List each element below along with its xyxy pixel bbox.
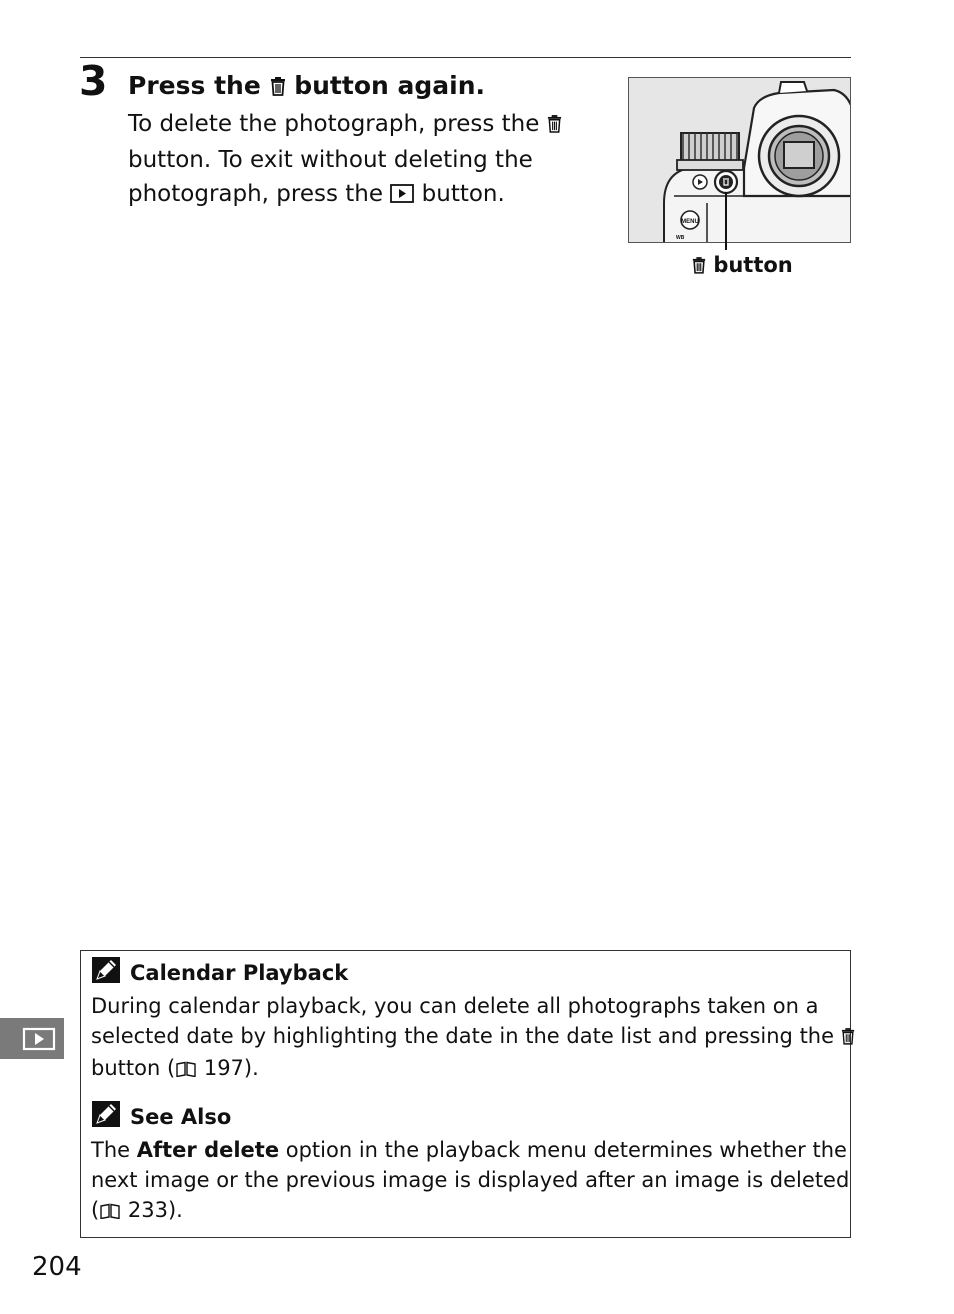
step-body-line-2: button. To exit without deleting the [128,147,533,173]
book-reference-icon [99,1197,121,1227]
playback-tab-icon [0,1018,64,1059]
trash-icon [270,72,286,104]
trash-icon [841,1023,855,1053]
step-heading-prefix: Press the [128,71,261,100]
camera-illustration [628,77,851,243]
step-body-line-1: To delete the photograph, press the [128,107,588,143]
callout-line [725,192,727,250]
camera-menu-label: MENU [681,219,699,225]
step-body-line-3: photograph, press the button. [128,177,588,213]
step-body [128,107,588,213]
book-reference-icon [175,1055,197,1085]
playback-icon [390,179,414,213]
see-also-page-ref[interactable]: 233). [127,1198,183,1222]
step-heading-suffix: button again. [294,71,485,100]
top-rule [80,57,851,58]
callout-label: button [692,252,793,280]
pencil-note-icon [92,1101,120,1131]
step-number: 3 [79,57,108,105]
playback-section-tab [0,1018,64,1059]
pencil-note-icon [92,957,120,987]
trash-icon [692,254,706,280]
after-delete-option: After delete [136,1138,280,1162]
camera-wb-label: WB [676,235,685,241]
calendar-page-ref[interactable]: 197). [203,1056,259,1080]
step-heading [128,70,485,104]
see-also-title: See Also [130,1105,232,1129]
trash-icon [547,109,562,143]
calendar-playback-title: Calendar Playback [130,961,349,985]
calendar-playback-text: During calendar playback, you can delete all photographs taken on a selected date by highlighting the date in the date list and pressing the button ( 197). [91,991,841,1085]
page-number: 204 [32,1252,82,1282]
see-also-text: The After delete option in the playback menu determines whether the next image or the previous image is displayed after an image is deleted ( 233). [91,1135,841,1227]
